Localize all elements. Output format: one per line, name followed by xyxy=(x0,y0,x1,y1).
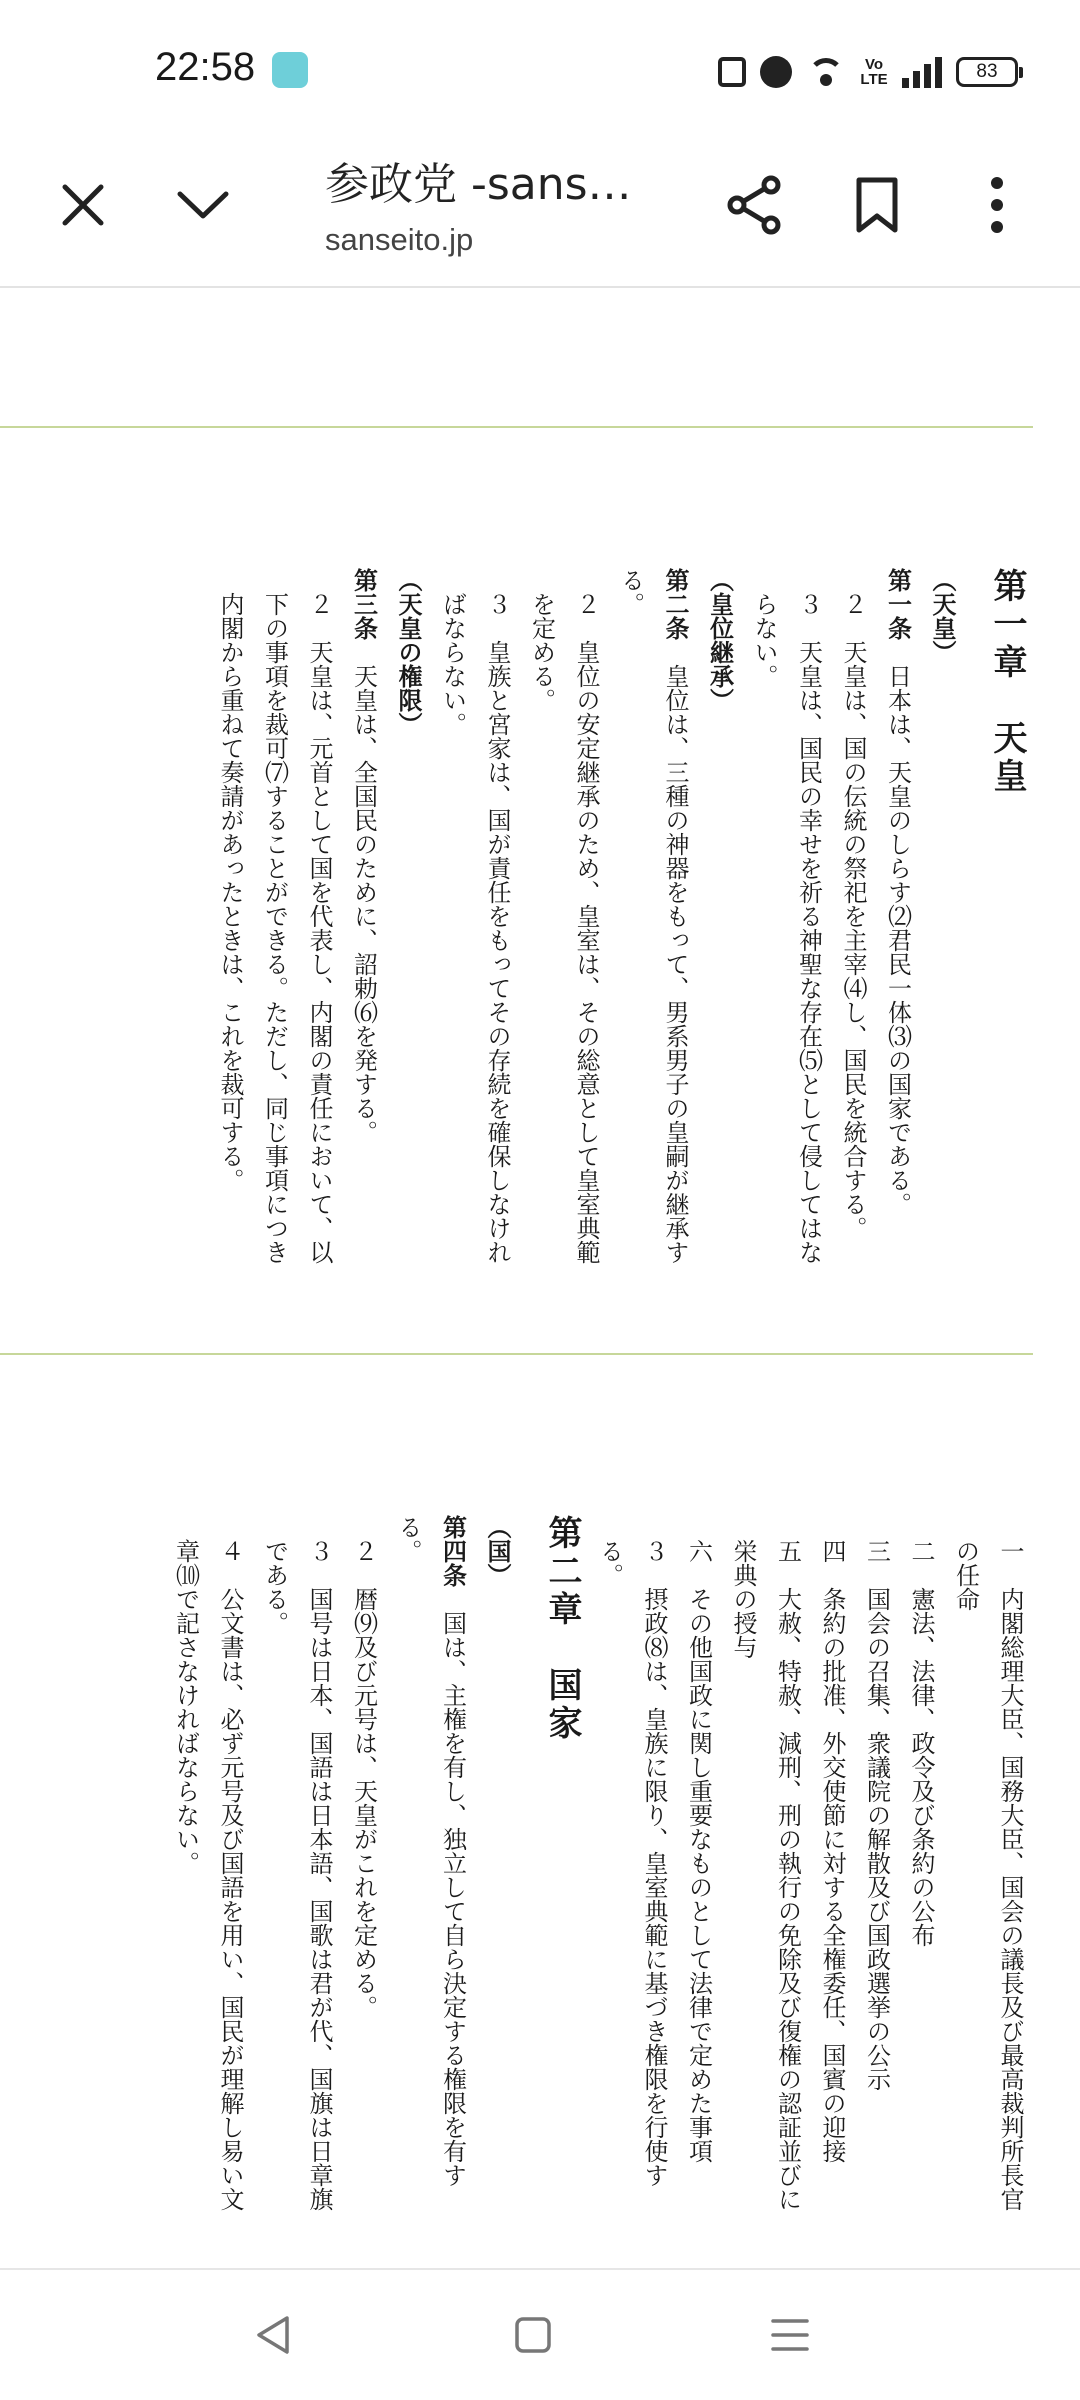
volte-icon: Vo LTE xyxy=(860,56,888,88)
article-1-para-3: ３ 天皇は、国民の幸せを祈る神聖な存在⑸として侵してはならない。 xyxy=(750,592,823,1264)
page-url[interactable]: sanseito.jp xyxy=(325,222,474,257)
more-vertical-icon xyxy=(990,177,1004,233)
nfc-icon xyxy=(718,57,746,87)
article-4 xyxy=(386,1515,475,2215)
article-3 xyxy=(341,568,386,1268)
article-4-label: 第四条 xyxy=(438,1515,468,1587)
collapse-button[interactable] xyxy=(168,170,238,240)
heading-state: （国） xyxy=(483,1515,512,1587)
app-notification-icon xyxy=(272,52,308,88)
page-title: 参政党 -sans… xyxy=(325,159,632,210)
nav-back-button[interactable] xyxy=(238,2300,308,2370)
close-icon xyxy=(61,183,105,227)
article-1 xyxy=(875,568,920,1268)
battery-icon xyxy=(956,57,1018,87)
status-icons xyxy=(718,50,1018,94)
more-options-button[interactable] xyxy=(962,170,1032,240)
article-2-para-2: ２ 皇位の安定継承のため、皇室は、その総意として皇室典範を定める。 xyxy=(527,592,600,1264)
status-bar xyxy=(0,0,1080,140)
browser-toolbar xyxy=(0,140,1080,288)
nav-recents-button[interactable] xyxy=(755,2300,825,2370)
battery-level: 83 xyxy=(976,61,998,82)
back-triangle-icon xyxy=(253,2314,293,2356)
article-1-para-2: ２ 天皇は、国の伝統の祭祀を主宰⑷し、国民を統合する。 xyxy=(839,592,867,1240)
list-item: 六 その他国政に関し重要なものとして法律で定めた事項 xyxy=(684,1539,713,2163)
signal-icon xyxy=(902,56,942,88)
list-item: 三 国会の召集、衆議院の解散及び国政選挙の公示 xyxy=(862,1539,891,2091)
share-icon xyxy=(727,175,783,235)
list-item: 一 内閣総理大臣、国務大臣、国会の議長及び最高裁判所長官の任命 xyxy=(951,1539,1024,2211)
article-4-para-2: ２ 暦⑼及び元号は、天皇がこれを定める。 xyxy=(349,1539,378,2019)
chapter-1-section xyxy=(208,568,1033,1268)
bookmark-button[interactable] xyxy=(842,170,912,240)
article-4-text: 国は、主権を有し、独立して自ら決定する権限を有する。 xyxy=(394,1515,467,2187)
menu-lines-icon xyxy=(770,2317,810,2353)
list-item: 四 条約の批准、外交使節に対する全権委任、国賓の迎接 xyxy=(818,1539,846,2163)
article-3-para-3: ３ 摂政⑻は、皇族に限り、皇室典範に基づき権限を行使する。 xyxy=(595,1539,668,2187)
heading-emperor: （天皇） xyxy=(928,568,957,664)
section-divider xyxy=(0,426,1033,428)
article-3-para-2: ２ 天皇は、元首として国を代表し、内閣の責任において、以下の事項を裁可⑺することができる。ただし、同じ事項につき内閣から重ねて奏請があったときは、これを裁可する。 xyxy=(216,592,333,1264)
system-nav-bar xyxy=(0,2268,1080,2400)
chevron-down-icon xyxy=(176,188,230,222)
home-square-icon xyxy=(514,2316,552,2354)
article-1-label: 第一条 xyxy=(883,568,913,640)
article-2 xyxy=(608,568,697,1268)
share-button[interactable] xyxy=(720,170,790,240)
article-2-label: 第二条 xyxy=(661,568,690,640)
heading-succession: （皇位継承） xyxy=(705,568,735,712)
list-item: 二 憲法、法律、政令及び条約の公布 xyxy=(907,1539,935,1947)
article-3-label: 第三条 xyxy=(349,568,379,640)
wifi-icon xyxy=(806,56,846,88)
article-2-para-3: ３ 皇族と宮家は、国が責任をもってその存続を確保しなければならない。 xyxy=(438,592,511,1264)
status-time: 22:58 xyxy=(155,45,256,89)
article-4-para-3: ３ 国号は日本、国語は日本語、国歌は君が代、国旗は日章旗である。 xyxy=(260,1539,333,2211)
article-2-text: 皇位は、三種の神器をもって、男系男子の皇嗣が継承する。 xyxy=(616,568,689,1264)
article-1-text: 日本は、天皇のしらす⑵君民一体⑶の国家である。 xyxy=(883,640,912,1216)
article-4-para-4: ４ 公文書は、必ず元号及び国語を用い、国民が理解し易い文章⑽で記さなければならない。 xyxy=(171,1539,244,2211)
chapter-2-section xyxy=(163,1515,1032,2215)
chapter-2-title: 第二章 国家 xyxy=(542,1515,582,1743)
alarm-icon xyxy=(760,56,792,88)
bookmark-icon xyxy=(854,176,900,234)
close-button[interactable] xyxy=(48,170,118,240)
nav-home-button[interactable] xyxy=(498,2300,568,2370)
section-divider xyxy=(0,1353,1033,1355)
chapter-1-title: 第一章 天皇 xyxy=(987,568,1027,796)
heading-powers: （天皇の権限） xyxy=(394,568,423,736)
article-3-text: 天皇は、全国民のために、詔勅⑹を発する。 xyxy=(349,640,378,1144)
list-item: 五 大赦、特赦、減刑、刑の執行の免除及び復権の認証並びに栄典の授与 xyxy=(729,1539,802,2211)
